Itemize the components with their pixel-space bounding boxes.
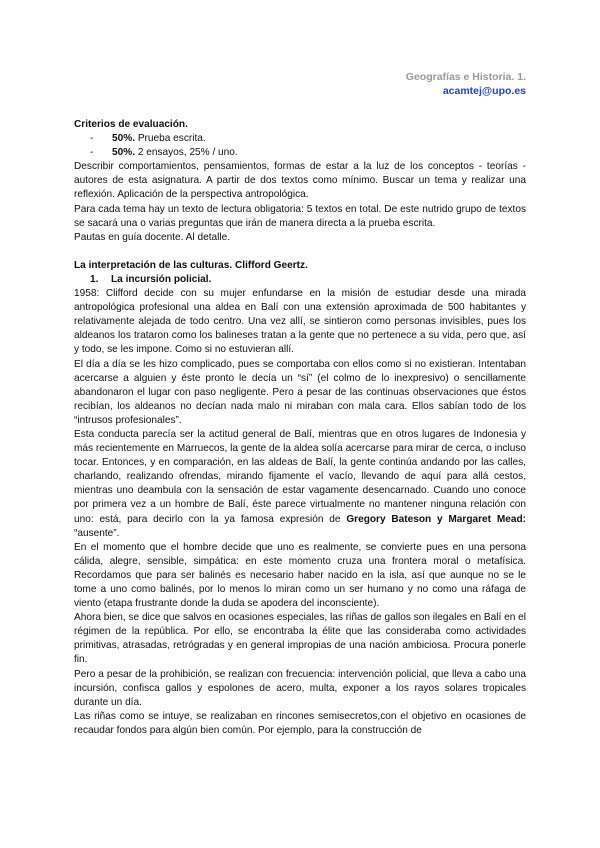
paragraph: Ahora bien, se dice que salvos en ocasiones especiales, las riñas de gallos son ilegales en Balí en el régimen de la república. Por ello, se encontraba la élite que las consideraba como actividades primitivas, atrasadas, retrógradas y en general impropias de una nación ambiciosa. Procura ponerle fin. (74, 612, 526, 666)
document-page (74, 70, 526, 738)
paragraph-text: Esta conducta parecía ser la actitud general de Balí, mientras que en otros lugares de Indonesia y más recientemente en Marruecos, la gente de la aldea solía acercarse para mirar de cerca, o incluso tocar. Entonces, y en comparación, en las aldeas de Balí, la gente continúa andando por las calles, charlando, realizando ofrendas, mirando fijamente el vacío, llevando de aquí para allá cestos, mientras uno deambula con la sensación de estar vagamente desencarnado. Cuando uno conoce por primera vez a un hombre de Balí, éste parece virtualmente no mantener ninguna relación con uno: está, para decirlo con la ya famosa expresión de (74, 428, 526, 525)
bullet-percent: 50%. (112, 147, 136, 159)
paragraph: Las riñas como se intuye, se realizaban en rincones semisecretos,con el objetivo en ocasiones de recaudar fondos para algún bien común. Por ejemplo, para la construcción de (74, 710, 526, 736)
bullet-percent: 50%. (112, 133, 136, 145)
paragraph: 1958: Clifford decide con su mujer enfundarse en la misión de estudiar desde una mirada antropológica profesional una aldea en Balí con una extensión aproximada de 500 habitantes y relativamente alejada de todo centro. Una vez allí, se sintieron como personas invisibles, pues los aldeanos los trataron como los balineses tratan a la gente que no pertenece a su vida, pero que, así y todo, se les impone. Como si no estuvieran allí. (74, 288, 526, 356)
paragraph: Pautas en guía docente. Al detalle. (74, 231, 231, 243)
document-header (74, 70, 526, 98)
author-email[interactable]: acamtej@upo.es (442, 85, 526, 97)
list-item (74, 146, 526, 160)
list-item (74, 132, 526, 146)
bullet-text: 2 ensayos, 25% / uno. (135, 147, 238, 159)
subsection-title: La incursión policial. (111, 273, 212, 285)
subsection-number: 1. (90, 273, 99, 285)
paragraph: En el momento que el hombre decide que uno es realmente, se convierte pues en una persona cálida, alegre, sensible, simpática: en este momento cruza una frontera moral o metafísica. Recordamos que para ser balinés es necesario haber nacido en la isla, así que aunque no se le tome a uno como balinés, por lo menos lo miran como un ser humano y no como una ráfaga de viento (etapa frustrante donde la duda se apodera del inconsciente). (74, 541, 526, 610)
course-title: Geografías e Historia. 1. (405, 71, 526, 83)
paragraph: El día a día se les hizo complicado, pues se comportaba con ellos como si no existieran. Intentaban acercarse a alguien y éste pronto le decía un “sí” (el colmo de lo inexpresivo) o sencillamente abandonaron el lugar con paso negligente. Pero a pesar de las continuas observaciones que éstos recibían, los aldeanos no decían nada malo ni miraban con mala cara. Ellos sabían todo de los “intrusos profesionales”. (74, 358, 526, 426)
subsection-heading (74, 273, 526, 287)
authors-names: Gregory Bateson y Margaret Mead: (346, 513, 526, 525)
criteria-heading: Criterios de evaluación. (74, 119, 188, 130)
bullet-marker: - (90, 133, 94, 145)
section-heading: La interpretación de las culturas. Clifford Geertz. (74, 259, 308, 271)
bullet-text: Prueba escrita. (135, 133, 206, 145)
paragraph: Para cada tema hay un texto de lectura obligatoria: 5 textos en total. De este nutrido grupo de textos se sacará una o varias preguntas que irán de manera directa a la prueba escrita. (74, 203, 526, 229)
bullet-marker: - (90, 147, 94, 159)
paragraph: Describir comportamientos, pensamientos, formas de estar a la luz de los conceptos - teorías - autores de esta asignatura. A partir de dos textos como mínimo. Buscar un tema y realizar una reflexión. Aplicación de la perspectiva antropológica. (74, 161, 526, 201)
paragraph (74, 428, 526, 541)
paragraph: Pero a pesar de la prohibición, se realizan con frecuencia: intervención policial, que lleva a cabo una incursión, confisca gallos y espolones de acero, multa, exponer a los rayos solares tropicales durante un día. (74, 668, 526, 708)
paragraph-text: “ausente”. (74, 527, 120, 539)
